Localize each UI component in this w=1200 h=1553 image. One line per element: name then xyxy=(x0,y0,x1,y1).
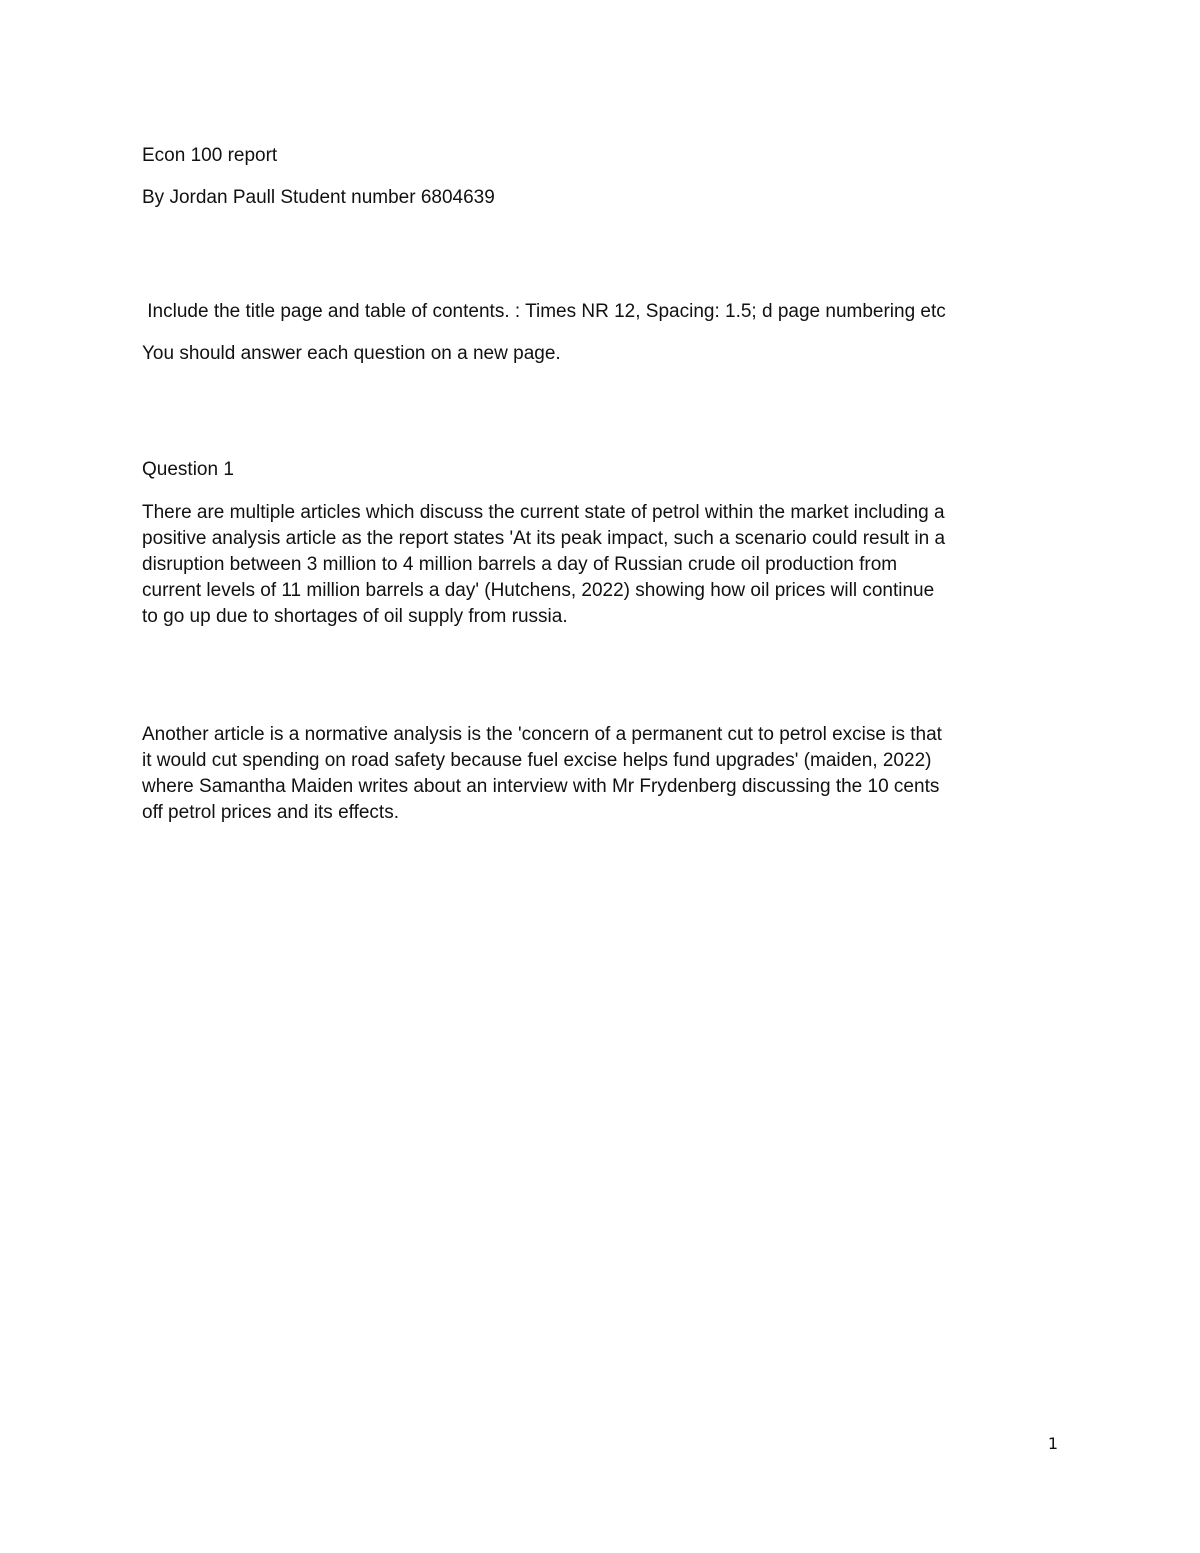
question-heading: Question 1 xyxy=(142,459,234,480)
paragraph-line: There are multiple articles which discuss the current state of petrol within the market including a xyxy=(142,502,945,523)
paragraph-line: off petrol prices and its effects. xyxy=(142,802,399,823)
page-number: 1 xyxy=(1047,1434,1058,1453)
paragraph-line: where Samantha Maiden writes about an interview with Mr Frydenberg discussing the 10 cents xyxy=(142,776,940,797)
formatting-instruction: Include the title page and table of contents. : Times NR 12, Spacing: 1.5; d page numbering etc xyxy=(142,301,946,322)
author-byline: By Jordan Paull Student number 6804639 xyxy=(142,187,495,208)
paragraph-line: positive analysis article as the report states 'At its peak impact, such a scenario could result in a xyxy=(142,528,946,549)
question-instruction: You should answer each question on a new page. xyxy=(142,343,561,364)
paragraph-1 xyxy=(142,500,1062,630)
report-title: Econ 100 report xyxy=(142,145,278,166)
paragraph-2 xyxy=(142,722,1062,826)
paragraph-line: it would cut spending on road safety because fuel excise helps fund upgrades' (maiden, 2022) xyxy=(142,750,932,771)
paragraph-line: disruption between 3 million to 4 million barrels a day of Russian crude oil production from xyxy=(142,554,898,575)
paragraph-line: Another article is a normative analysis is the 'concern of a permanent cut to petrol excise is that xyxy=(142,724,942,745)
paragraph-line: current levels of 11 million barrels a day' (Hutchens, 2022) showing how oil prices will continue xyxy=(142,580,935,601)
paragraph-line: to go up due to shortages of oil supply from russia. xyxy=(142,606,568,627)
